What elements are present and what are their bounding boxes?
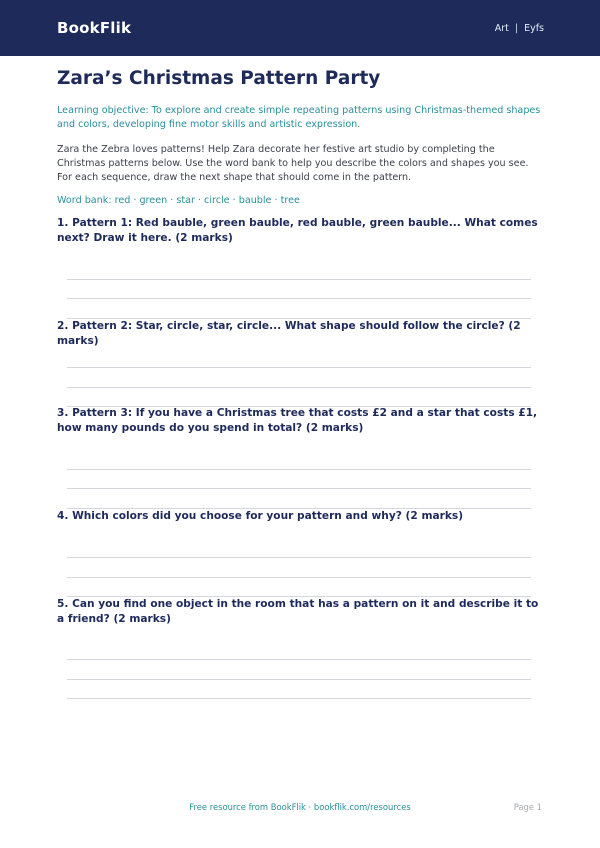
question-4: 4. Which colors did you choose for your pattern and why? (2 marks) <box>57 510 464 522</box>
learning-objective: Learning objective: To explore and create simple repeating patterns using Christmas-themed shapes and colors, developing fine motor skills and artistic expression. <box>57 105 541 131</box>
question-2: 2. Pattern 2: Star, circle, star, circle... What shape should follow the circle? (2 marks) <box>57 320 521 347</box>
answer-line[interactable] <box>67 659 531 660</box>
answer-line[interactable] <box>67 698 531 699</box>
intro-paragraph: Zara the Zebra loves patterns! Help Zara decorate her festive art studio by completing the Christmas patterns below. Use the word bank to help you describe the colors and shapes you see. For each sequence, draw the next shape that should come in the pattern. <box>57 144 529 184</box>
brand-logo: BookFlik <box>57 19 132 37</box>
answer-line[interactable] <box>67 298 531 299</box>
question-3: 3. Pattern 3: If you have a Christmas tree that costs £2 and a star that costs £1, how many pounds do you spend in total? (2 marks) <box>57 407 538 434</box>
header-separator: | <box>514 22 519 34</box>
answer-line[interactable] <box>67 557 531 558</box>
word-bank: Word bank: red · green · star · circle · bauble · tree <box>57 195 300 207</box>
answer-line[interactable] <box>67 469 531 470</box>
level-label: Eyfs <box>524 22 544 34</box>
answer-line[interactable] <box>67 488 531 489</box>
footer-credit: Free resource from BookFlik · bookflik.com/resources <box>189 802 411 812</box>
page-number: Page 1 <box>513 802 542 812</box>
answer-line[interactable] <box>67 679 531 680</box>
answer-line[interactable] <box>67 279 531 280</box>
page-title: Zara’s Christmas Pattern Party <box>57 68 381 89</box>
subject-label: Art <box>494 22 509 34</box>
page-header <box>0 0 600 56</box>
question-1: 1. Pattern 1: Red bauble, green bauble, red bauble, green bauble... What comes next? Draw it here. (2 marks) <box>57 217 538 244</box>
answer-line[interactable] <box>67 367 531 368</box>
header-meta <box>495 23 544 34</box>
answer-line[interactable] <box>67 577 531 578</box>
answer-line[interactable] <box>67 387 531 388</box>
worksheet-intro <box>0 68 600 208</box>
question-5: 5. Can you find one object in the room that has a pattern on it and describe it to a friend? (2 marks) <box>57 598 539 625</box>
